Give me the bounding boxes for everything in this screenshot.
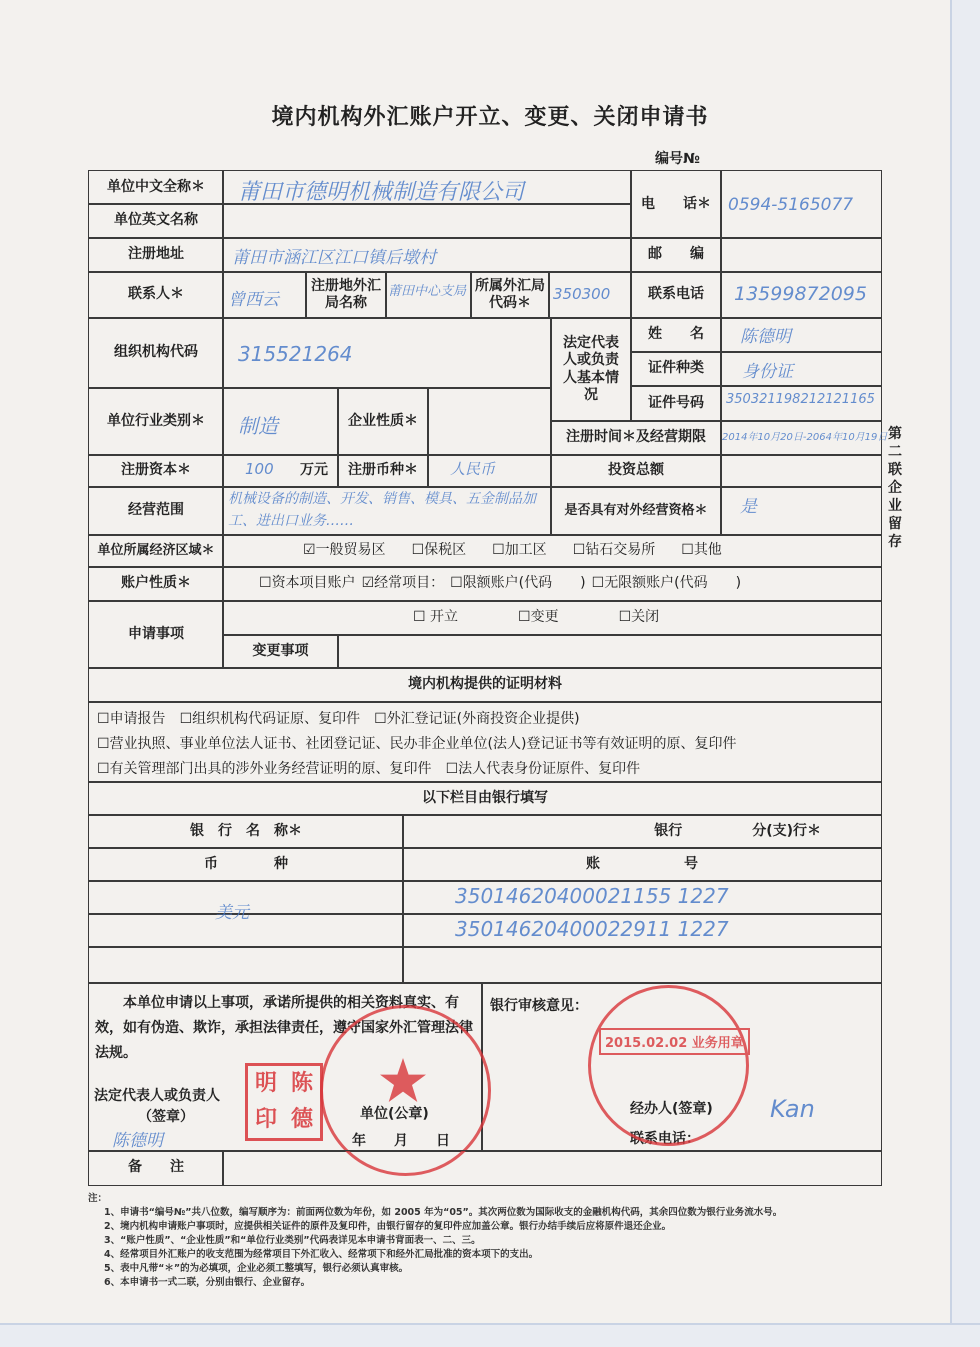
checkbox-fx-registration[interactable]: ☐外汇登记证(外商投资企业提供) (374, 711, 580, 727)
label-foreign-trade: 是否具有对外经营资格＊ (550, 486, 722, 536)
form-title: 境内机构外汇账户开立、变更、关闭申请书 (271, 105, 709, 130)
checkbox-bonded-zone[interactable]: ☐保税区 (411, 542, 467, 559)
checkbox-open[interactable]: ☐ 开立 (413, 609, 459, 626)
value-reg-time: 2014年10月20日-2064年10月19日 (722, 432, 888, 443)
value-cn-name: 莆田市德明机械制造有限公司 (238, 180, 525, 205)
label-contact: 联系人＊ (88, 271, 224, 319)
checkbox-org-code-cert[interactable]: ☐组织机构代码证原、复印件 (179, 711, 361, 727)
star-icon (379, 1058, 427, 1104)
field-investment[interactable] (720, 454, 882, 488)
account-type-options (222, 566, 882, 602)
checkbox-close[interactable]: ☐关闭 (618, 609, 660, 626)
label-reg-capital: 注册资本＊ (88, 454, 224, 488)
page-edge (950, 0, 980, 1347)
value-scope: 机械设备的制造、开发、销售、模具、五金制品加工、进出口业务…… (228, 491, 536, 529)
label-contact-phone: 联系电话 (630, 271, 722, 319)
zone-options (222, 534, 882, 568)
header-currency: 币 种 (88, 847, 404, 882)
field-en-name[interactable] (222, 203, 632, 239)
label-zone: 单位所属经济区域＊ (88, 534, 224, 568)
bank-signature: Kan (770, 1095, 815, 1123)
label-en-name: 单位英文名称 (88, 203, 224, 239)
value-contact-phone: 13599872095 (734, 283, 867, 305)
checkbox-current-account[interactable]: ☑经常项目： (361, 575, 445, 592)
label-address: 注册地址 (88, 237, 224, 273)
value-reg-currency: 人民币 (450, 460, 496, 478)
label-bank-name: 银 行 名 称＊ (88, 814, 404, 849)
label-reg-currency: 注册币种＊ (337, 454, 429, 488)
unit-seal-label: 单位(公章) (360, 1106, 429, 1122)
rep-sign-label-2: （签章） (138, 1109, 194, 1125)
label-account-type: 账户性质＊ (88, 566, 224, 602)
value-org-code: 315521264 (238, 342, 353, 366)
checkbox-foreign-business-cert[interactable]: ☐有关管理部门出具的涉外业务经营证明的原、复印件 (97, 761, 432, 777)
field-remarks[interactable] (222, 1150, 882, 1186)
checkbox-limited-account[interactable]: ☐限额账户(代码 ) (450, 575, 586, 592)
handler-label: 经办人(签章) (630, 1101, 713, 1117)
checkbox-legal-rep-id[interactable]: ☐法人代表身份证原件、复印件 (445, 761, 641, 777)
label-reg-time: 注册时间＊及经营期限 (550, 420, 722, 456)
page-edge-bottom (0, 1323, 980, 1347)
account-cell-3[interactable] (402, 946, 882, 984)
label-legal-rep: 法定代表人或负责人基本情况 (550, 317, 632, 422)
label-enterprise-type: 企业性质＊ (337, 387, 429, 456)
handler-phone-label: 联系电话： (630, 1131, 700, 1147)
label-remarks: 备 注 (88, 1150, 224, 1186)
bank-seal (588, 985, 749, 1146)
checkbox-capital-account[interactable]: ☐资本项目账户 (259, 575, 356, 592)
label-investment: 投资总额 (550, 454, 722, 488)
rep-signature: 陈德明 (112, 1131, 163, 1151)
field-change-item[interactable] (337, 634, 882, 669)
bank-heading: 以下栏目由银行填写 (88, 781, 882, 816)
note-2: 2、境内机构申请账户事项时，应提供相关证件的原件及复印件，由银行留存的复印件应加盖公章。银行办结手续后应将原件退还企业。 (104, 1221, 672, 1232)
value-rep-name: 陈德明 (740, 327, 791, 347)
label-id-type: 证件种类 (630, 351, 722, 387)
rep-sign-label: 法定代表人或负责人 (94, 1088, 220, 1104)
serial-number-label: 编号№ (655, 151, 700, 167)
value-phone: 0594-5165077 (728, 195, 854, 215)
checkbox-unlimited-account[interactable]: ☐无限额账户(代码 ) (591, 575, 742, 592)
value-foreign-trade: 是 (740, 497, 757, 517)
field-enterprise-type[interactable] (427, 387, 552, 456)
checkbox-business-license[interactable]: ☐营业执照、事业单位法人证书、社团登记证、民办非企业单位(法人)登记证书等有效证明的原、复印件 (97, 736, 737, 752)
label-id-no: 证件号码 (630, 385, 722, 422)
label-industry: 单位行业类别＊ (88, 387, 224, 456)
note-5: 5、表中凡带“＊”的为必填项，企业必须工整填写，银行必须认真审核。 (104, 1263, 409, 1274)
checkbox-general-trade-zone[interactable]: ☑一般贸易区 (303, 542, 386, 559)
value-id-no: 350321198212121165 (726, 392, 875, 407)
label-scope: 经营范围 (88, 486, 224, 536)
notes-heading: 注： (88, 1193, 108, 1204)
value-industry: 制造 (238, 414, 278, 438)
label-phone: 电 话＊ (630, 170, 722, 239)
label-postcode: 邮 编 (630, 237, 722, 273)
value-account-1: 35014620400021155 1227 (455, 884, 729, 908)
bank-label: 银行 (654, 822, 683, 839)
note-6: 6、本申请书一式二联，分别由银行、企业留存。 (104, 1277, 311, 1288)
value-id-type: 身份证 (742, 362, 793, 382)
value-account-2: 35014620400022911 1227 (455, 917, 729, 941)
label-cn-name: 单位中文全称＊ (88, 170, 224, 205)
apply-options (222, 600, 882, 636)
personal-seal: 明 陈 印 德 (245, 1063, 323, 1141)
checkbox-other-zone[interactable]: ☐其他 (681, 542, 722, 559)
note-1: 1、申请书“编号№”共八位数，编写顺序为：前面两位数为年份，如 2005 年为“05”。其次两位数为国际收支的金融机构代码，其余四位数为银行业务流水号。 (104, 1207, 783, 1218)
value-address: 莆田市涵江区江口镇后墩村 (232, 248, 436, 268)
branch-label: 分(支)行＊ (752, 822, 821, 839)
value-reg-capital: 100 (245, 460, 274, 478)
materials-list (88, 701, 882, 783)
checkbox-processing-zone[interactable]: ☐加工区 (492, 542, 547, 559)
field-bank-name[interactable] (402, 814, 882, 849)
bank-review-label: 银行审核意见： (490, 998, 588, 1014)
materials-heading: 境内机构提供的证明材料 (88, 667, 882, 703)
value-fx-bureau-code: 350300 (553, 285, 611, 303)
capital-unit: 万元 (300, 462, 328, 479)
field-postcode[interactable] (720, 237, 882, 273)
label-org-code: 组织机构代码 (88, 317, 224, 389)
note-3: 3、“账户性质”、“企业性质”和“单位行业类别”代码表详见本申请书背面表一、二、三。 (104, 1235, 481, 1246)
checkbox-diamond-exchange[interactable]: ☐钻石交易所 (572, 542, 656, 559)
checkbox-change[interactable]: ☐变更 (518, 609, 559, 626)
declaration-text: 本单位申请以上事项，承诺所提供的相关资料真实、有效，如有伪造、欺诈，承担法律责任，遵守国家外汇管理法律法规。 (95, 995, 473, 1061)
bank-seal-date: 2015.02.02 业务用章 (599, 1028, 750, 1055)
notes (88, 1192, 782, 1290)
checkbox-application-report[interactable]: ☐申请报告 (97, 711, 166, 727)
value-currency: 美元 (215, 903, 249, 923)
label-apply-item: 申请事项 (88, 600, 224, 669)
label-change-item: 变更事项 (222, 634, 339, 669)
label-fx-bureau-name: 注册地外汇局名称 (305, 271, 387, 319)
value-contact: 曾西云 (228, 290, 279, 310)
note-4: 4、经常项目外汇账户的收支范围为经常项目下外汇收入、经常项下和经外汇局批准的资本项下的支出。 (104, 1249, 539, 1260)
currency-cell-3[interactable] (88, 946, 404, 984)
label-fx-bureau-code: 所属外汇局代码＊ (470, 271, 550, 319)
field-reg-capital[interactable] (222, 454, 339, 488)
value-fx-bureau-name: 莆田中心支局 (388, 284, 467, 299)
copy-label: 第二联 企业留存 (888, 426, 916, 550)
date-label: 年 月 日 (352, 1133, 450, 1149)
label-rep-name: 姓 名 (630, 317, 722, 353)
header-account: 账 号 (402, 847, 882, 882)
